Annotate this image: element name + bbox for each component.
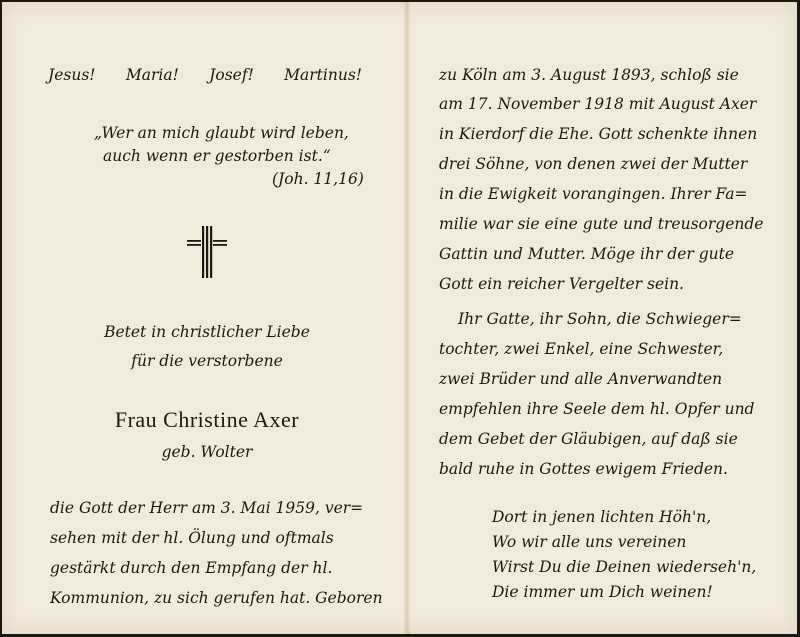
verse-line: Wirst Du die Deinen wiederseh'n, <box>492 558 757 576</box>
deceased-name: Frau Christine Axer <box>114 407 300 432</box>
invocation-word: Martinus! <box>284 66 362 84</box>
memorial-card <box>2 2 797 634</box>
maiden-name: geb. Wolter <box>161 443 253 461</box>
body-line: die Gott der Herr am 3. Mai 1959, ver= <box>50 499 364 517</box>
verse-line: Wo wir alle uns vereinen <box>492 533 687 551</box>
verse-line: Dort in jenen lichten Höh'n, <box>492 508 712 526</box>
biography-line: am 17. November 1918 mit August Axer <box>439 95 757 113</box>
biography-line: in Kierdorf die Ehe. Gott schenkte ihnen <box>439 125 758 143</box>
body-line: sehen mit der hl. Ölung und oftmals <box>50 529 334 547</box>
card-fold <box>404 2 410 634</box>
biography-line: Gott ein reicher Vergelter sein. <box>439 275 684 293</box>
prayer-line: Betet in christlicher Liebe <box>104 323 310 341</box>
verse-line: Die immer um Dich weinen! <box>492 583 713 601</box>
body-line: Kommunion, zu sich gerufen hat. Geboren <box>50 589 383 607</box>
biography-line: zu Köln am 3. August 1893, schloß sie <box>439 66 739 84</box>
prayer-line: für die verstorbene <box>131 352 283 370</box>
invocation-line <box>48 66 362 84</box>
invocation-word: Josef! <box>209 66 254 84</box>
mourners-line: dem Gebet der Gläubigen, auf daß sie <box>439 430 738 448</box>
mourners-line: Ihr Gatte, ihr Sohn, die Schwieger= <box>458 310 742 328</box>
cross-icon <box>185 226 229 278</box>
biography-line: Gattin und Mutter. Möge ihr der gute <box>439 245 735 263</box>
biography-line: milie war sie eine gute und treusorgende <box>439 215 764 233</box>
biography-line: in die Ewigkeit vorangingen. Ihrer Fa= <box>439 185 748 203</box>
body-line: gestärkt durch den Empfang der hl. <box>50 559 333 577</box>
biography-line: drei Söhne, von denen zwei der Mutter <box>439 155 748 173</box>
mourners-line: bald ruhe in Gottes ewigem Frieden. <box>439 460 728 478</box>
scripture-quote: auch wenn er gestorben ist.“ <box>103 147 331 165</box>
mourners-line: zwei Brüder und alle Anverwandten <box>439 370 723 388</box>
scripture-quote: „Wer an mich glaubt wird leben, <box>94 124 349 142</box>
invocation-word: Jesus! <box>48 66 96 84</box>
invocation-word: Maria! <box>125 66 179 84</box>
mourners-line: tochter, zwei Enkel, eine Schwester, <box>439 340 724 358</box>
mourners-line: empfehlen ihre Seele dem hl. Opfer und <box>439 400 755 418</box>
scripture-reference: (Joh. 11,16) <box>272 170 364 188</box>
